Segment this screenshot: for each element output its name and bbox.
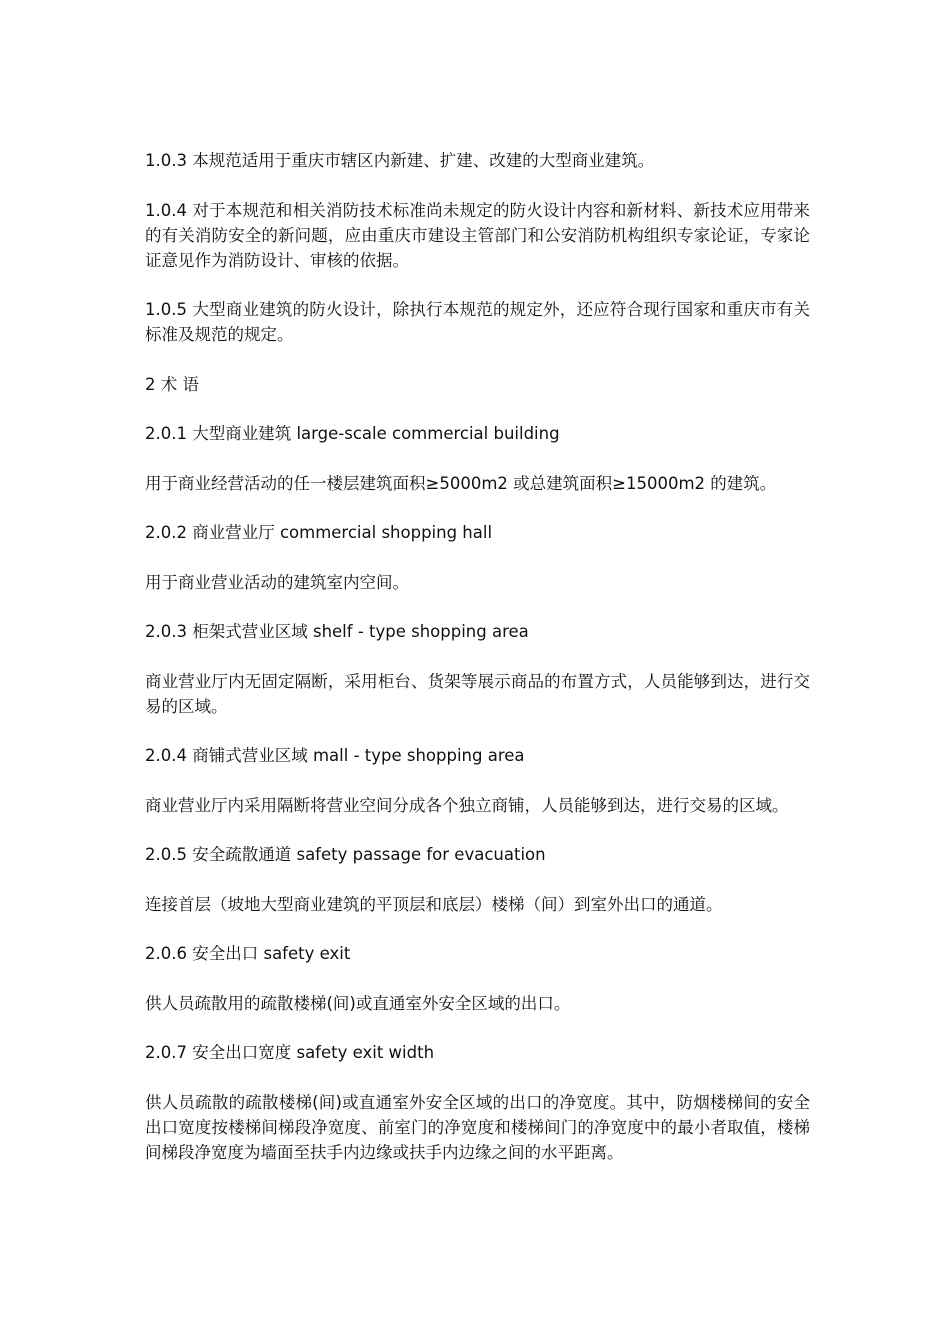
document-page — [145, 148, 810, 1189]
term-2-0-5-title: 2.0.5 安全疏散通道 safety passage for evacuation — [145, 845, 546, 864]
term-2-0-6-title: 2.0.6 安全出口 safety exit — [145, 944, 351, 963]
term-2-0-2-definition: 用于商业营业活动的建筑室内空间。 — [145, 572, 409, 592]
term-2-0-6-definition: 供人员疏散用的疏散楼梯(间)或直通室外安全区域的出口。 — [145, 993, 571, 1013]
term-2-0-7-title: 2.0.7 安全出口宽度 safety exit width — [145, 1043, 435, 1062]
clause-1-0-5: 1.0.5 大型商业建筑的防火设计，除执行本规范的规定外，还应符合现行国家和重庆市有关标准及规范的规定。 — [145, 300, 810, 344]
term-2-0-4-title: 2.0.4 商铺式营业区域 mall - type shopping area — [145, 746, 525, 765]
chapter-2-heading: 2 术 语 — [145, 374, 199, 394]
clause-1-0-4: 1.0.4 对于本规范和相关消防技术标准尚未规定的防火设计内容和新材料、新技术应用带来的有关消防安全的新问题，应由重庆市建设主管部门和公安消防机构组织专家论证，专家论证意见作为消防设计、审核的依据。 — [145, 200, 810, 270]
term-2-0-3-title: 2.0.3 柜架式营业区域 shelf - type shopping area — [145, 622, 529, 641]
term-2-0-5-definition: 连接首层（坡地大型商业建筑的平顶层和底层）楼梯（间）到室外出口的通道。 — [145, 894, 723, 914]
term-2-0-7-definition: 供人员疏散的疏散楼梯(间)或直通室外安全区域的出口的净宽度。其中，防烟楼梯间的安全出口宽度按楼梯间梯段净宽度、前室门的净宽度和楼梯间门的净宽度中的最小者取值，楼梯间梯段净宽度为墙面至扶手内边缘或扶手内边缘之间的水平距离。 — [145, 1092, 810, 1162]
term-2-0-1-title: 2.0.1 大型商业建筑 large-scale commercial building — [145, 424, 560, 443]
term-2-0-3-definition: 商业营业厅内无固定隔断，采用柜台、货架等展示商品的布置方式，人员能够到达，进行交易的区域。 — [145, 671, 810, 716]
term-2-0-1-definition: 用于商业经营活动的任一楼层建筑面积≥5000m2 或总建筑面积≥15000m2 的建筑。 — [145, 473, 777, 493]
clause-1-0-3: 1.0.3 本规范适用于重庆市辖区内新建、扩建、改建的大型商业建筑。 — [145, 151, 655, 170]
term-2-0-2-title: 2.0.2 商业营业厅 commercial shopping hall — [145, 523, 493, 542]
term-2-0-4-definition: 商业营业厅内采用隔断将营业空间分成各个独立商铺，人员能够到达，进行交易的区域。 — [145, 795, 789, 815]
